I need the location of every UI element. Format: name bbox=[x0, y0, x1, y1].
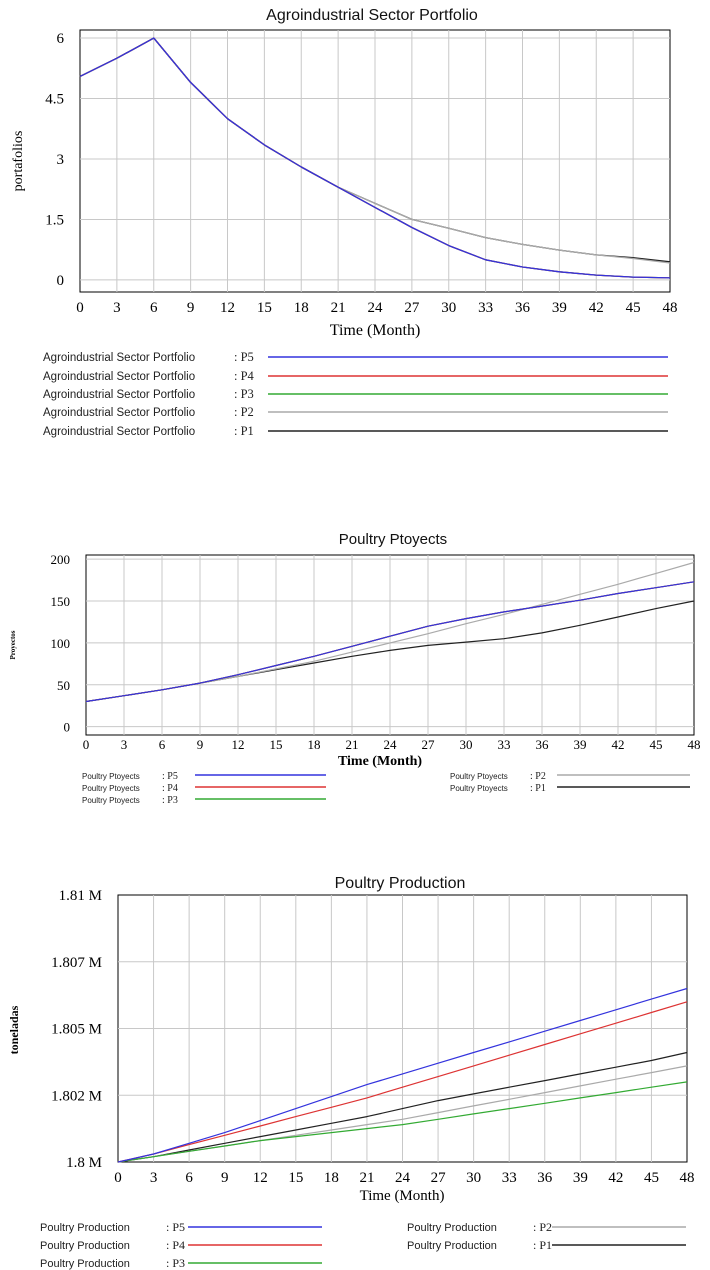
x-tick-label: 27 bbox=[430, 1170, 446, 1186]
x-tick-label: 33 bbox=[501, 1170, 517, 1186]
x-tick-label: 42 bbox=[608, 1170, 624, 1186]
y-tick-label: 1.802 M bbox=[51, 1088, 102, 1105]
legend-label: Agroindustrial Sector Portfolio bbox=[43, 426, 196, 438]
x-tick-label: 42 bbox=[588, 300, 604, 316]
x-tick-label: 36 bbox=[515, 300, 530, 316]
legend-label: Poultry Ptoyects bbox=[82, 784, 140, 793]
x-tick-label: 9 bbox=[186, 300, 195, 316]
legend-label: Poultry Production bbox=[407, 1240, 497, 1252]
x-tick-label: 21 bbox=[345, 737, 359, 752]
legend-code: : P4 bbox=[234, 369, 254, 383]
x-tick-label: 45 bbox=[643, 1170, 659, 1186]
legend-entry-p2 bbox=[407, 1220, 686, 1234]
legend-code: : P2 bbox=[533, 1220, 553, 1234]
x-tick-label: 15 bbox=[256, 300, 272, 316]
legend-entry-p3 bbox=[40, 1256, 322, 1270]
chart-poultry-production bbox=[7, 875, 695, 1270]
x-tick-labels bbox=[83, 737, 701, 752]
legend-code: : P1 bbox=[234, 424, 254, 438]
x-tick-label: 18 bbox=[293, 300, 309, 316]
x-tick-label: 36 bbox=[537, 1170, 553, 1186]
x-tick-label: 15 bbox=[269, 737, 283, 752]
x-tick-label: 24 bbox=[395, 1170, 410, 1186]
legend-entry-p5 bbox=[43, 350, 668, 364]
x-tick-label: 33 bbox=[497, 737, 511, 752]
legend-entry-p5 bbox=[82, 771, 326, 782]
x-tick-labels bbox=[114, 1170, 694, 1186]
x-tick-label: 45 bbox=[649, 737, 663, 752]
x-tick-label: 9 bbox=[196, 737, 204, 752]
x-tick-label: 21 bbox=[359, 1170, 375, 1186]
y-tick-label: 1.5 bbox=[45, 212, 64, 229]
x-axis-label: Time (Month) bbox=[359, 1188, 445, 1204]
legend-code: : P3 bbox=[234, 387, 254, 401]
y-tick-label: 1.805 M bbox=[51, 1021, 102, 1038]
legend-entry-p2 bbox=[43, 405, 668, 419]
x-tick-label: 24 bbox=[383, 737, 397, 752]
x-tick-label: 30 bbox=[466, 1170, 482, 1186]
y-tick-label: 1.8 M bbox=[66, 1155, 102, 1171]
legend-entry-p5 bbox=[40, 1220, 322, 1234]
x-tick-label: 12 bbox=[220, 300, 235, 316]
x-tick-label: 39 bbox=[551, 300, 567, 316]
y-axis-label: Proyectos bbox=[9, 630, 17, 660]
x-tick-label: 36 bbox=[535, 737, 549, 752]
y-tick-label: 1.81 M bbox=[58, 888, 102, 904]
x-tick-label: 48 bbox=[679, 1170, 695, 1186]
legend-label: Agroindustrial Sector Portfolio bbox=[43, 371, 196, 383]
x-tick-label: 30 bbox=[441, 300, 457, 316]
chart-agroindustrial-portfolio bbox=[11, 7, 678, 438]
y-tick-label: 0 bbox=[63, 719, 70, 735]
x-tick-label: 9 bbox=[220, 1170, 229, 1186]
y-tick-label: 4.5 bbox=[45, 91, 64, 108]
x-tick-label: 3 bbox=[120, 737, 128, 752]
legend-label: Poultry Production bbox=[40, 1240, 130, 1252]
y-tick-label: 3 bbox=[56, 151, 64, 168]
x-tick-label: 48 bbox=[687, 737, 701, 752]
chart-title: Poultry Ptoyects bbox=[338, 531, 448, 548]
legend-code: : P1 bbox=[533, 1238, 553, 1252]
legend-label: Poultry Ptoyects bbox=[82, 772, 140, 781]
legend bbox=[43, 350, 668, 438]
x-tick-label: 42 bbox=[611, 737, 625, 752]
legend-code: : P3 bbox=[162, 795, 178, 806]
x-tick-label: 27 bbox=[404, 300, 420, 316]
y-tick-labels bbox=[51, 552, 71, 734]
x-axis-label: Time (Month) bbox=[329, 322, 421, 339]
legend-entry-p4 bbox=[43, 369, 668, 383]
legend-label: Poultry Production bbox=[40, 1258, 130, 1270]
x-tick-label: 30 bbox=[459, 737, 473, 752]
y-tick-label: 1.807 M bbox=[51, 954, 102, 971]
legend-label: Poultry Production bbox=[40, 1222, 130, 1234]
legend-label: Poultry Ptoyects bbox=[82, 796, 140, 805]
x-tick-label: 18 bbox=[323, 1170, 339, 1186]
legend-entry-p1 bbox=[450, 783, 690, 794]
x-tick-label: 27 bbox=[421, 737, 435, 752]
chart-title: Agroindustrial Sector Portfolio bbox=[266, 7, 478, 24]
x-tick-label: 12 bbox=[252, 1170, 268, 1186]
x-tick-label: 33 bbox=[478, 300, 494, 316]
x-tick-label: 45 bbox=[625, 300, 641, 316]
legend-entry-p1 bbox=[43, 424, 668, 438]
legend-entry-p1 bbox=[407, 1238, 686, 1252]
legend-code: : P2 bbox=[530, 771, 546, 782]
legend-code: : P2 bbox=[234, 405, 254, 419]
legend-label: Poultry Production bbox=[407, 1222, 497, 1234]
chart-poultry-projects bbox=[9, 531, 701, 806]
y-tick-label: 50 bbox=[57, 677, 70, 693]
x-tick-label: 15 bbox=[288, 1170, 304, 1186]
legend-label: Poultry Ptoyects bbox=[450, 784, 508, 793]
legend-label: Poultry Ptoyects bbox=[450, 772, 508, 781]
y-axis-label: portafolios bbox=[11, 130, 26, 192]
x-tick-label: 39 bbox=[572, 1170, 588, 1186]
legend-entry-p4 bbox=[82, 783, 326, 794]
y-tick-label: 6 bbox=[56, 31, 64, 48]
x-tick-label: 6 bbox=[150, 300, 158, 316]
legend-code: : P5 bbox=[234, 350, 254, 364]
y-tick-labels bbox=[45, 31, 64, 289]
x-tick-label: 6 bbox=[185, 1170, 193, 1186]
y-tick-labels bbox=[51, 888, 102, 1171]
legend-label: Agroindustrial Sector Portfolio bbox=[43, 352, 196, 364]
y-tick-label: 0 bbox=[56, 272, 64, 289]
y-tick-label: 200 bbox=[50, 552, 70, 568]
legend-code: : P4 bbox=[162, 783, 178, 794]
x-tick-label: 3 bbox=[113, 300, 121, 316]
x-axis-label: Time (Month) bbox=[337, 754, 423, 769]
legend-code: : P5 bbox=[166, 1220, 186, 1234]
legend-entry-p3 bbox=[43, 387, 668, 401]
x-tick-label: 3 bbox=[149, 1170, 158, 1186]
legend-label: Agroindustrial Sector Portfolio bbox=[43, 407, 196, 419]
legend bbox=[82, 771, 690, 806]
legend bbox=[40, 1220, 686, 1270]
legend-code: : P5 bbox=[162, 771, 178, 782]
legend-label: Agroindustrial Sector Portfolio bbox=[43, 389, 196, 401]
x-tick-label: 0 bbox=[76, 300, 84, 316]
x-tick-label: 12 bbox=[231, 737, 245, 752]
legend-code: : P1 bbox=[530, 783, 546, 794]
x-tick-label: 18 bbox=[307, 737, 321, 752]
y-tick-label: 150 bbox=[50, 594, 70, 610]
legend-entry-p3 bbox=[82, 795, 326, 806]
x-tick-label: 21 bbox=[330, 300, 346, 316]
y-axis-label: toneladas bbox=[7, 1005, 21, 1055]
legend-code: : P4 bbox=[166, 1238, 186, 1252]
legend-entry-p2 bbox=[450, 771, 690, 782]
x-tick-label: 39 bbox=[573, 737, 587, 752]
legend-entry-p4 bbox=[40, 1238, 322, 1252]
x-tick-label: 0 bbox=[114, 1170, 122, 1186]
x-tick-labels bbox=[76, 300, 677, 316]
legend-code: : P3 bbox=[166, 1256, 186, 1270]
x-tick-label: 0 bbox=[82, 737, 90, 752]
chart-title: Poultry Production bbox=[334, 875, 466, 892]
x-tick-label: 6 bbox=[158, 737, 166, 752]
x-tick-label: 24 bbox=[367, 300, 383, 316]
x-tick-label: 48 bbox=[662, 300, 678, 316]
y-tick-label: 100 bbox=[50, 635, 70, 651]
